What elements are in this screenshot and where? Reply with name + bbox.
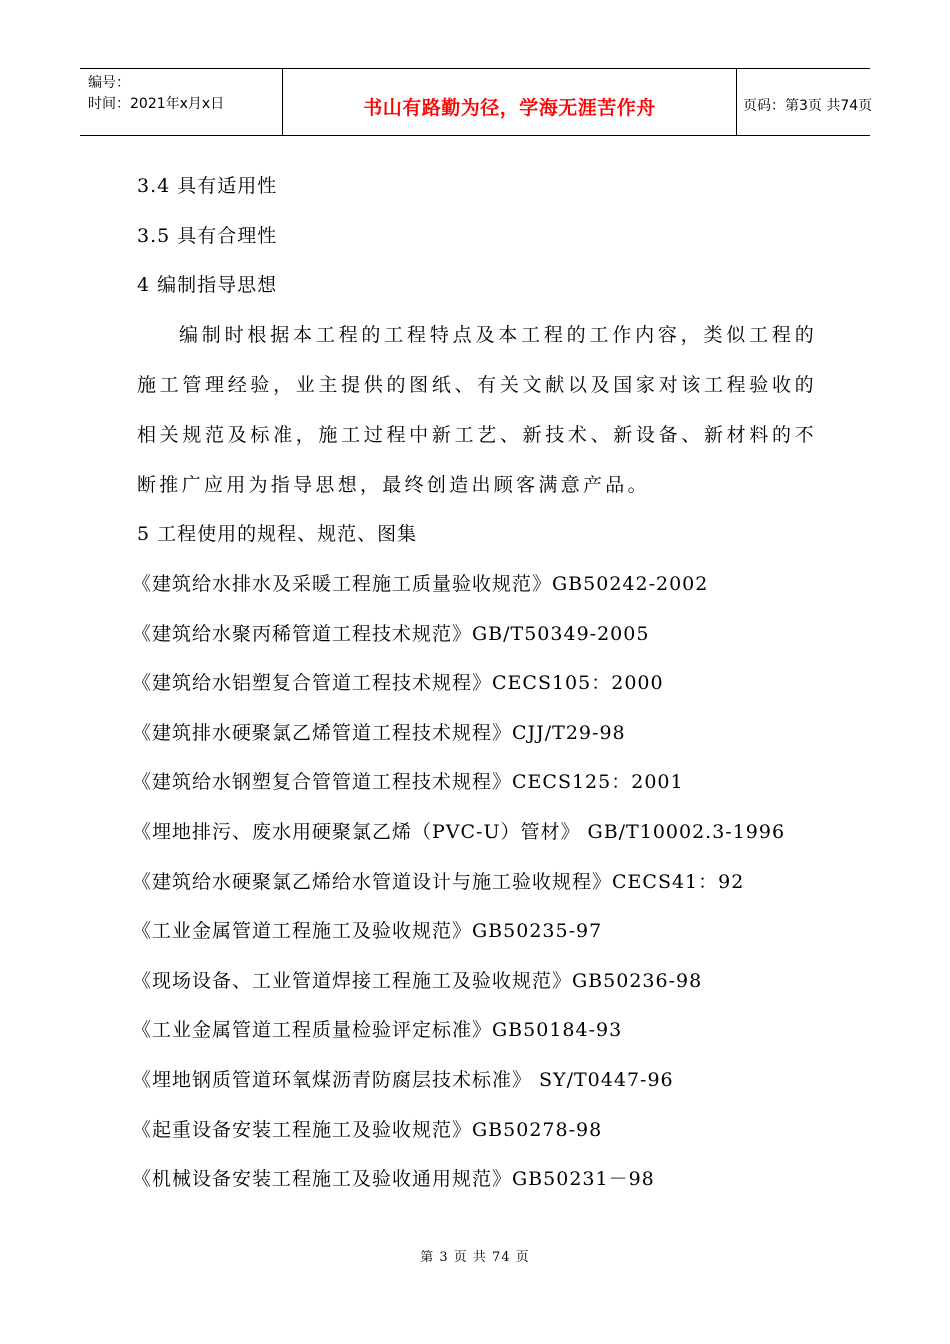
header-motto-cell [283, 69, 737, 135]
standard-item: 《工业金属管道工程质量检验评定标准》GB50184-93 [132, 1019, 623, 1041]
section-heading-3-4: 3.4 具有适用性 [137, 175, 278, 197]
header-page-cell [737, 69, 873, 135]
standard-item: 《建筑给水排水及采暖工程施工质量验收规范》GB50242-2002 [132, 573, 709, 595]
standard-item: 《起重设备安装工程施工及验收规范》GB50278-98 [132, 1119, 603, 1141]
standard-item: 《埋地钢质管道环氧煤沥青防腐层技术标准》 SY/T0447-96 [132, 1069, 674, 1091]
standard-item: 《建筑给水硬聚氯乙烯给水管道设计与施工验收规程》CECS41：92 [132, 871, 745, 893]
standard-item: 《建筑给水聚丙稀管道工程技术规范》GB/T50349-2005 [132, 623, 650, 645]
section-heading-4: 4 编制指导思想 [137, 274, 278, 296]
standard-item: 《建筑给水钢塑复合管管道工程技术规程》CECS125：2001 [132, 771, 684, 793]
standard-item: 《埋地排污、废水用硬聚氯乙烯（PVC-U）管材》 GB/T10002.3-1996 [132, 821, 786, 843]
page-header [80, 68, 873, 136]
body-paragraph: 编制时根据本工程的工程特点及本工程的工作内容，类似工程的施工管理经验，业主提供的图纸、有关文献以及国家对该工程验收的相关规范及标准，施工过程中新工艺、新技术、新设备、新材料的不断推广应用为指导思想，最终创造出顾客满意产品。 [137, 324, 817, 496]
page-footer: 第 3 页 共 74 页 [420, 1250, 530, 1265]
header-motto: 书山有路勤为径，学海无涯苦作舟 [363, 97, 656, 119]
document-code-label: 编号： [88, 75, 130, 91]
standard-item: 《现场设备、工业管道焊接工程施工及验收规范》GB50236-98 [132, 970, 703, 992]
header-meta-cell [80, 69, 283, 135]
standard-item: 《建筑给水铝塑复合管道工程技术规程》CECS105：2000 [132, 672, 664, 694]
header-page-info: 页码：第3页 共74页 [743, 98, 873, 114]
section-heading-3-5: 3.5 具有合理性 [137, 225, 278, 247]
standard-item: 《工业金属管道工程施工及验收规范》GB50235-97 [132, 920, 603, 942]
standard-item: 《建筑排水硬聚氯乙烯管道工程技术规程》CJJ/T29-98 [132, 722, 626, 744]
section-heading-5: 5 工程使用的规程、规范、图集 [137, 523, 418, 545]
document-time-label: 时间：2021年x月x日 [88, 96, 225, 112]
standard-item: 《机械设备安装工程施工及验收通用规范》GB50231－98 [132, 1168, 655, 1190]
